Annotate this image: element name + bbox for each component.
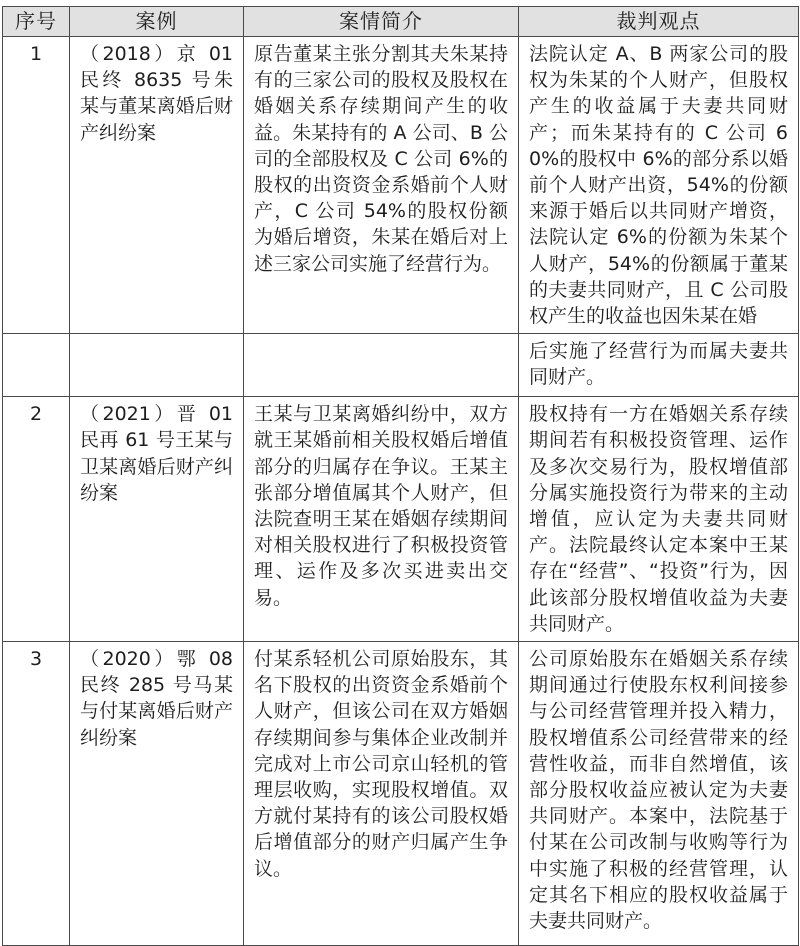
row-summary: 付某系轻机公司原始股东，其名下股权的出资资金系婚前个人财产，但该公司在双方婚姻存续期间参与集体企业改制并完成对上市公司京山轻机的管理层收购，实现股权增值。双方就付某持有的该公司股权婚后增值部分的财产归属产生争议。 bbox=[244, 642, 519, 946]
empty-cell bbox=[70, 334, 244, 397]
row-summary: 王某与卫某离婚纠纷中，双方就王某婚前相关股权婚后增值部分的归属存在争议。王某主张部分增值属其个人财产，但法院查明王某在婚姻存续期间对相关股权进行了积极投资管理、运作及多次买进卖出交易。 bbox=[244, 397, 519, 642]
row-case: （2021）晋 01 民再 61 号王某与卫某离婚后财产纠纷案 bbox=[70, 397, 244, 642]
row-index: 1 bbox=[3, 37, 70, 334]
header-index: 序号 bbox=[3, 7, 70, 37]
row-opinion: 股权持有一方在婚姻关系存续期间若有积极投资管理、运作及多次交易行为，股权增值部分属实施投资行为带来的主动增值，应认定为夫妻共同财产。法院最终认定本案中王某存在“经营”、“投资”行为，因此该部分股权增值收益为夫妻共同财产。 bbox=[519, 397, 799, 642]
row-index: 3 bbox=[3, 642, 70, 946]
empty-cell bbox=[244, 334, 519, 397]
table-row-continued bbox=[3, 334, 799, 397]
header-summary: 案情简介 bbox=[244, 7, 519, 37]
header-row bbox=[3, 7, 799, 37]
row-opinion: 法院认定 A、B 两家公司的股权为朱某的个人财产，但股权产生的收益属于夫妻共同财产；而朱某持有的 C 公司 60%的股权中 6%的部分系以婚前个人财产出资，54%的份额来源于婚后以共同财产增资，法院认定 6%的份额为朱某个人财产，54%的份额属于董某的夫妻共同财产，且 C 公司股权产生的收益也因朱某在婚 bbox=[519, 37, 799, 334]
empty-cell bbox=[3, 334, 70, 397]
table-row bbox=[3, 397, 799, 642]
row-summary: 原告董某主张分割其夫朱某持有的三家公司的股权及股权在婚姻关系存续期间产生的收益。朱某持有的 A 公司、B 公司的全部股权及 C 公司 6%的股权的出资资金系婚前个人财产，C 公司 54%的股权份额为婚后增资，朱某在婚后对上述三家公司实施了经营行为。 bbox=[244, 37, 519, 334]
header-case: 案例 bbox=[70, 7, 244, 37]
case-comparison-table bbox=[2, 6, 799, 946]
header-opinion: 裁判观点 bbox=[519, 7, 799, 37]
table-row bbox=[3, 642, 799, 946]
row-opinion-continued: 后实施了经营行为而属夫妻共同财产。 bbox=[519, 334, 799, 397]
table-row bbox=[3, 37, 799, 334]
row-index: 2 bbox=[3, 397, 70, 642]
row-case: （2020）鄂 08 民终 285 号马某与付某离婚后财产纠纷案 bbox=[70, 642, 244, 946]
row-opinion: 公司原始股东在婚姻关系存续期间通过行使股东权利间接参与公司经营管理并投入精力，股权增值系公司经营带来的经营性收益，而非自然增值，该部分股权收益应被认定为夫妻共同财产。本案中，法院基于付某在公司改制与收购等行为中实施了积极的经营管理，认定其名下相应的股权收益属于夫妻共同财产。 bbox=[519, 642, 799, 946]
row-case: （2018）京 01 民终 8635 号朱某与董某离婚后财产纠纷案 bbox=[70, 37, 244, 334]
